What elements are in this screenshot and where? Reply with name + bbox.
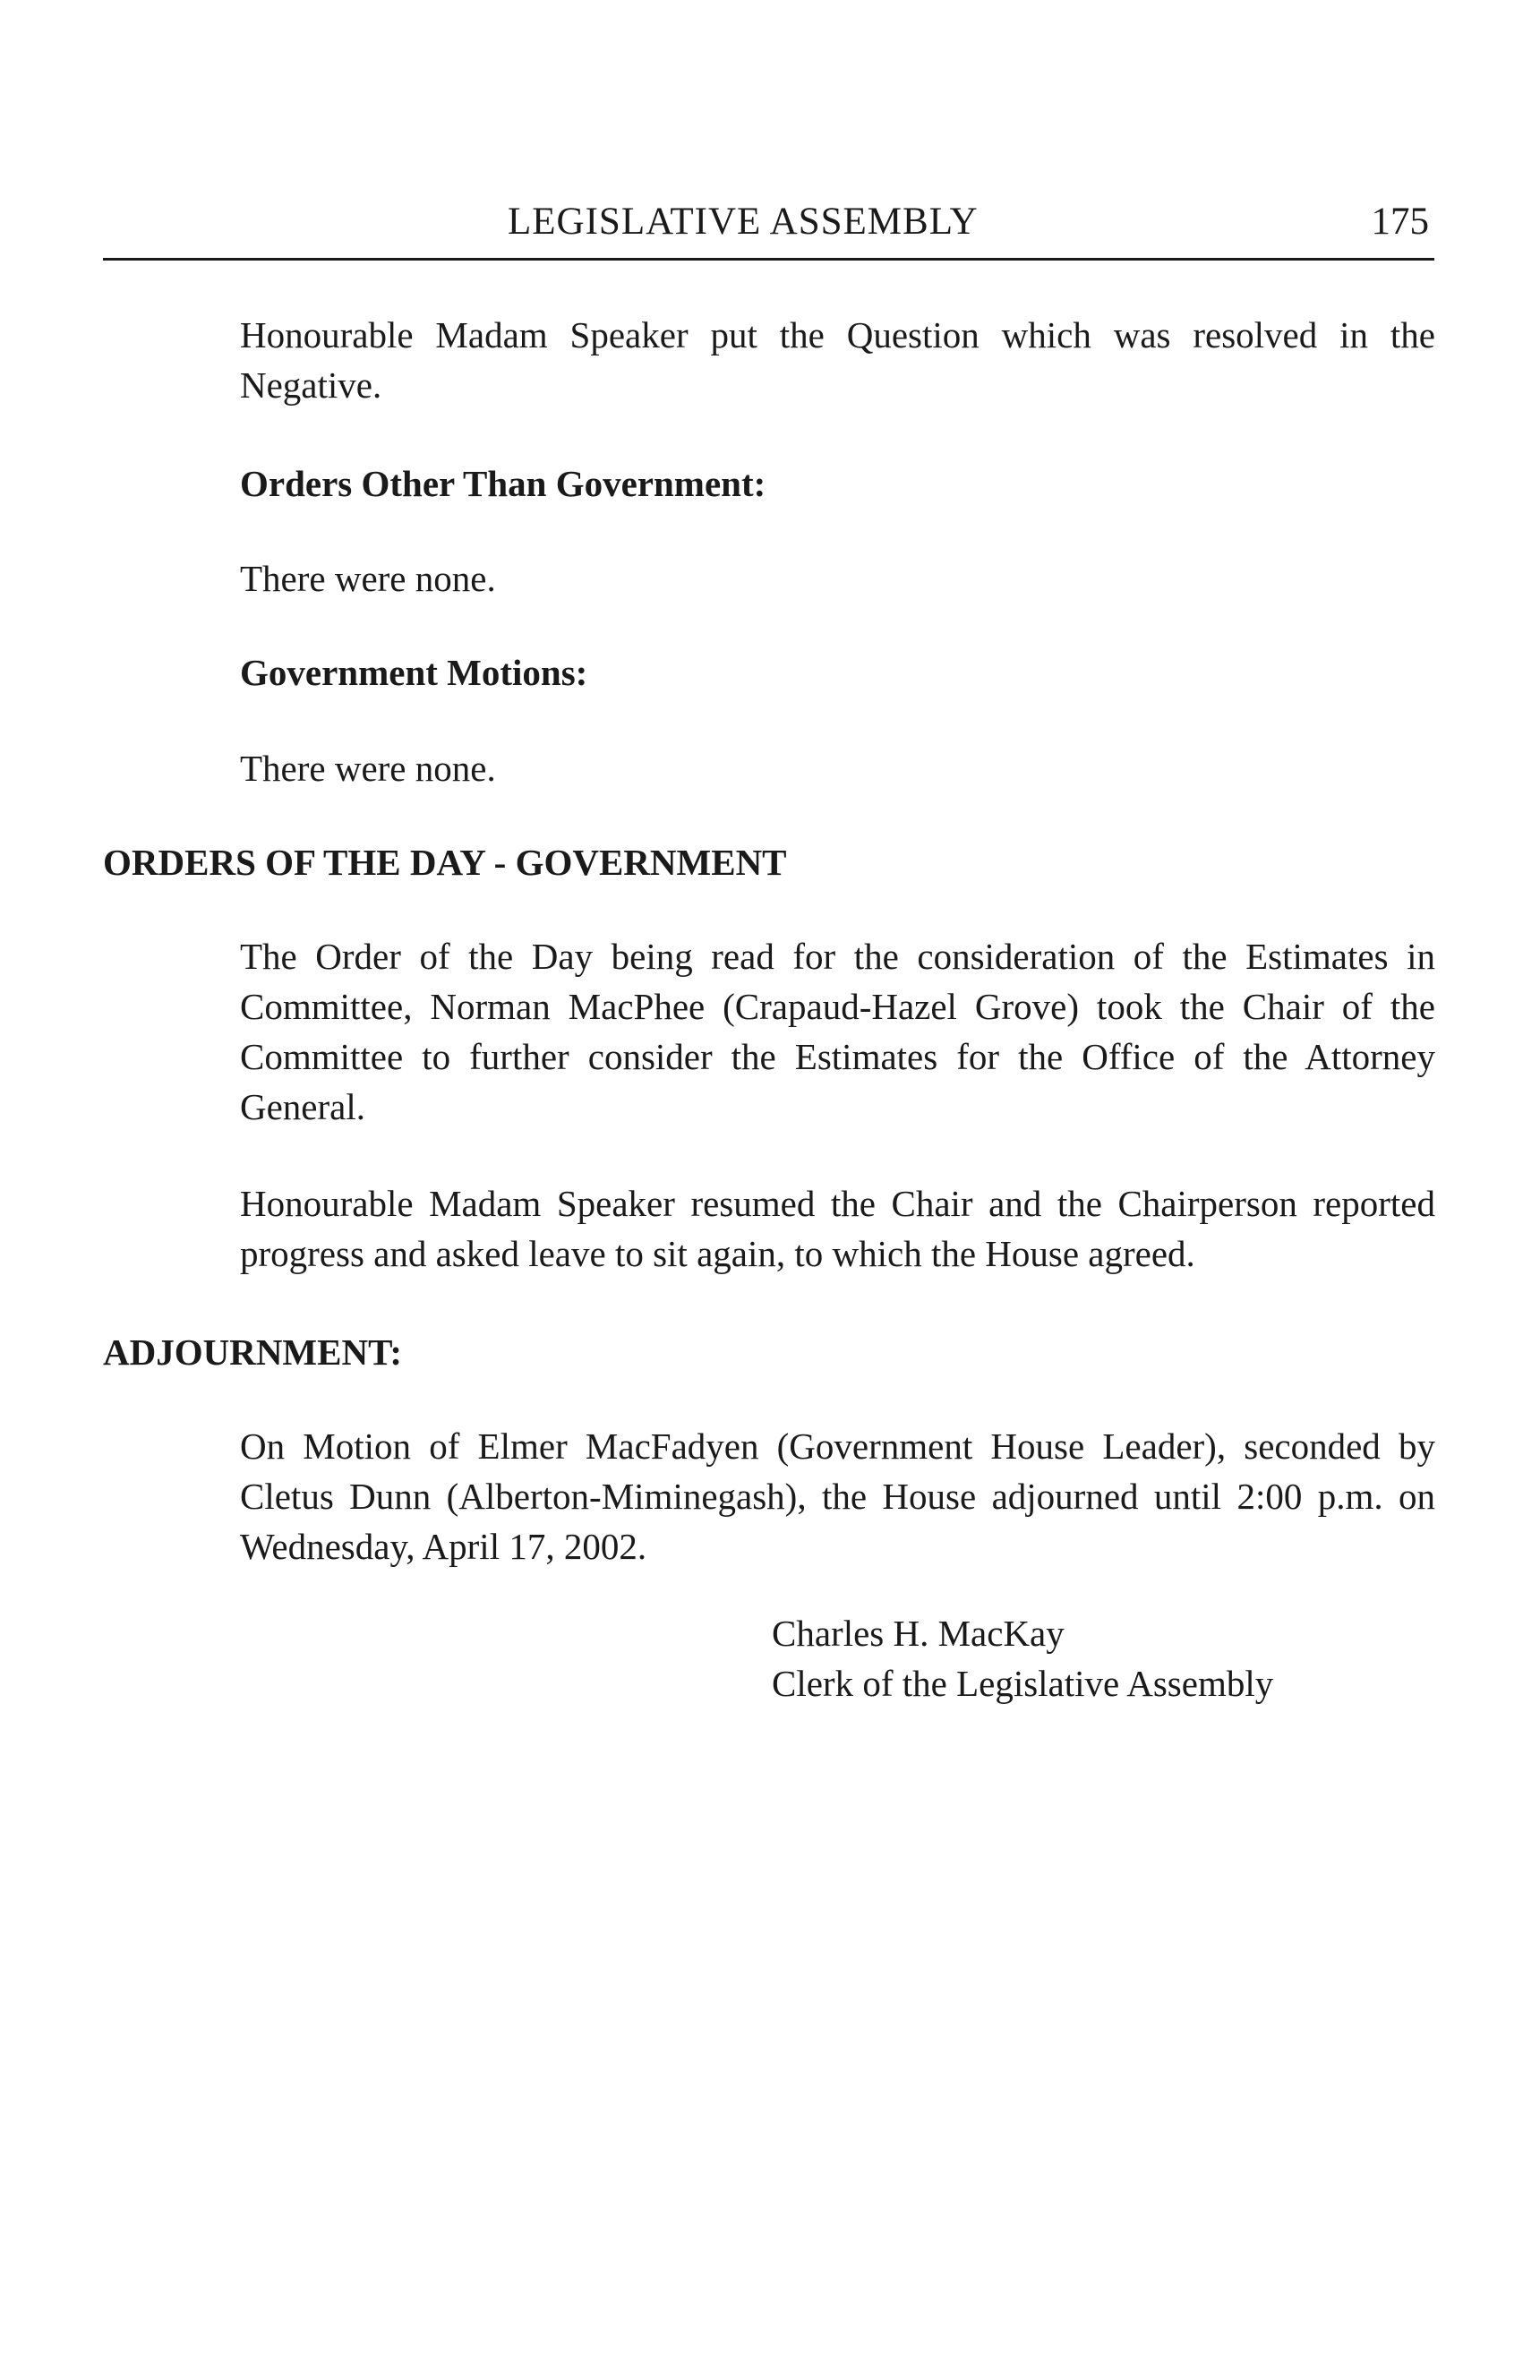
section-orders-of-the-day: ORDERS OF THE DAY - GOVERNMENT [103, 842, 787, 883]
header-rule [103, 258, 1434, 261]
paragraph-speaker-resumed: Honourable Madam Speaker resumed the Chair and the Chairperson reported progress and asked leave to sit again, to which the House agreed. [240, 1183, 1435, 1274]
page-number: 175 [1371, 201, 1429, 243]
running-header-title: LEGISLATIVE ASSEMBLY [508, 201, 979, 243]
paragraph-order-of-the-day: The Order of the Day being read for the consideration of the Estimates in Committee, Norman MacPhee (Crapaud-Hazel Grove) took the Chair of the Committee to further consider the Estimates for the Office of the Attorney General. [240, 936, 1435, 1127]
heading-orders-other-than-government: Orders Other Than Government: [240, 463, 766, 504]
paragraph-orders-other-none: There were none. [240, 558, 496, 599]
signature-block [772, 1608, 1273, 1708]
heading-government-motions: Government Motions: [240, 652, 588, 693]
paragraph-adjournment: On Motion of Elmer MacFadyen (Government House Leader), seconded by Cletus Dunn (Alberton-Miminegash), the House adjourned until 2:00 p.m. on Wednesday, April 17, 2002. [240, 1425, 1435, 1567]
signatory-name: Charles H. MacKay [772, 1613, 1065, 1654]
section-adjournment: ADJOURNMENT: [103, 1331, 403, 1373]
paragraph-government-motions-none: There were none. [240, 748, 496, 789]
signatory-title: Clerk of the Legislative Assembly [772, 1663, 1274, 1704]
running-header [103, 199, 1434, 258]
paragraph-negative: Honourable Madam Speaker put the Question which was resolved in the Negative. [240, 314, 1435, 406]
